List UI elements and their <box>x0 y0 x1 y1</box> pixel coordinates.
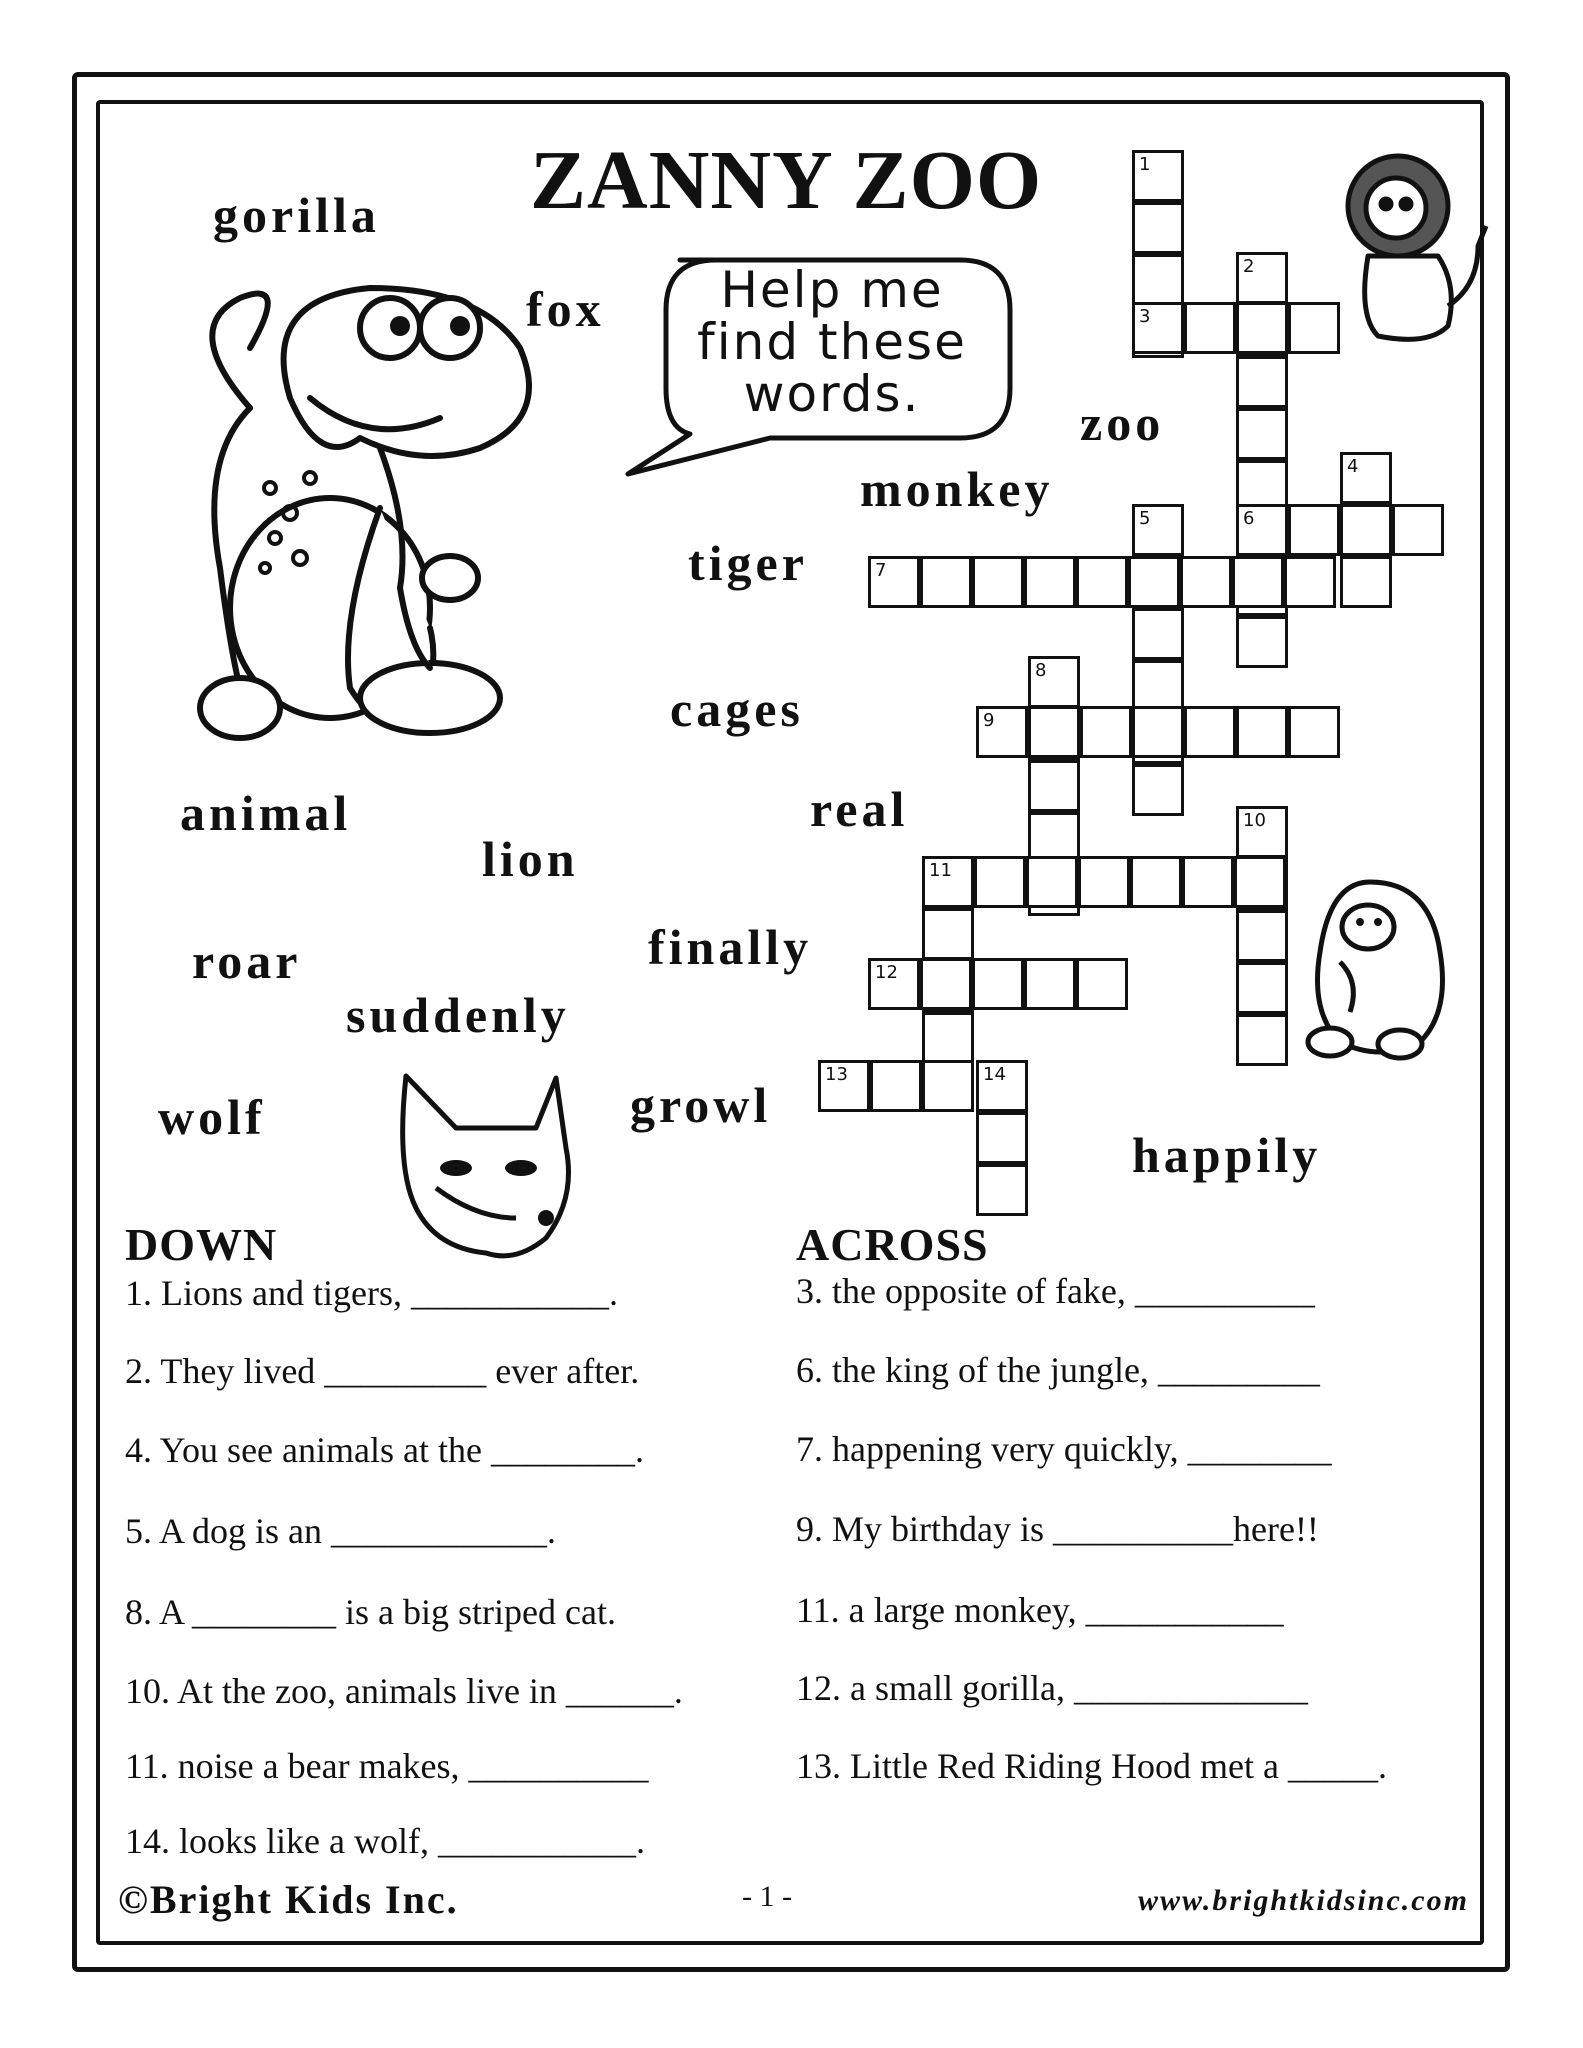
crossword-cell[interactable] <box>1080 706 1132 758</box>
cell-number: 13 <box>825 1064 848 1085</box>
word-zoo: zoo <box>1080 395 1165 451</box>
crossword-cell[interactable] <box>1132 202 1184 254</box>
crossword-cell[interactable] <box>1132 706 1184 758</box>
cell-number: 12 <box>875 962 898 983</box>
website-text: www.brightkidsinc.com <box>1138 1884 1469 1917</box>
word-happily: happily <box>1132 1127 1322 1183</box>
word-real: real <box>810 781 909 837</box>
cell-number: 10 <box>1243 810 1266 831</box>
across-clue-3: 3. the opposite of fake, __________ <box>796 1271 1315 1311</box>
crossword-cell[interactable] <box>868 556 920 608</box>
crossword-cell[interactable] <box>1232 556 1284 608</box>
cell-number: 11 <box>929 860 952 881</box>
cell-number: 4 <box>1347 456 1359 477</box>
crossword-cell[interactable] <box>1182 856 1234 908</box>
crossword-cell[interactable] <box>1236 1014 1288 1066</box>
speech-bubble-text <box>672 261 992 423</box>
crossword-cell[interactable] <box>1128 556 1180 608</box>
crossword-cell[interactable] <box>1076 958 1128 1010</box>
word-cages: cages <box>670 681 804 737</box>
cell-number: 5 <box>1139 508 1151 529</box>
down-clue-1: 1. Lions and tigers, ___________. <box>125 1273 618 1313</box>
worksheet-title: ZANNY ZOO <box>530 134 1043 227</box>
word-animal: animal <box>180 785 352 841</box>
across-clue-9: 9. My birthday is __________here!! <box>796 1509 1319 1549</box>
copyright-text: ©Bright Kids Inc. <box>118 1877 459 1922</box>
crossword-cell[interactable] <box>1236 252 1288 304</box>
crossword-cell[interactable] <box>1236 962 1288 1014</box>
crossword-cell[interactable] <box>976 706 1028 758</box>
speech-line-3: words. <box>743 365 921 423</box>
down-heading: DOWN <box>125 1219 278 1270</box>
crossword-cell[interactable] <box>1024 958 1076 1010</box>
crossword-cell[interactable] <box>1180 556 1232 608</box>
crossword-cell[interactable] <box>1132 504 1184 556</box>
word-finally: finally <box>648 919 813 975</box>
crossword-cell[interactable] <box>1024 556 1076 608</box>
across-clue-6: 6. the king of the jungle, _________ <box>796 1350 1320 1390</box>
crossword-cell[interactable] <box>1236 806 1288 858</box>
down-clue-8: 8. A ________ is a big striped cat. <box>125 1592 616 1632</box>
crossword-cell[interactable] <box>1184 706 1236 758</box>
crossword-cell[interactable] <box>1340 452 1392 504</box>
crossword-cell[interactable] <box>1288 706 1340 758</box>
crossword-cell[interactable] <box>1132 608 1184 660</box>
cell-number: 2 <box>1243 256 1255 277</box>
cell-number: 14 <box>983 1064 1006 1085</box>
crossword-cell[interactable] <box>1028 760 1080 812</box>
crossword-cell[interactable] <box>972 556 1024 608</box>
crossword-cell[interactable] <box>976 1112 1028 1164</box>
across-heading: ACROSS <box>796 1219 989 1270</box>
word-lion: lion <box>482 831 579 887</box>
crossword-cell[interactable] <box>1236 504 1288 556</box>
crossword-cell[interactable] <box>972 958 1024 1010</box>
cell-number: 3 <box>1139 306 1151 327</box>
across-clue-12: 12. a small gorilla, _____________ <box>796 1668 1308 1708</box>
word-wolf: wolf <box>158 1089 266 1145</box>
down-clue-4: 4. You see animals at the ________. <box>125 1430 644 1470</box>
word-growl: growl <box>630 1077 772 1133</box>
down-clue-14: 14. looks like a wolf, ___________. <box>125 1821 645 1861</box>
dinosaur-illustration <box>180 268 580 768</box>
crossword-cell[interactable] <box>920 556 972 608</box>
crossword-cell[interactable] <box>922 908 974 960</box>
crossword-cell[interactable] <box>922 1060 974 1112</box>
page-number: - 1 - <box>742 1880 792 1913</box>
cell-number: 6 <box>1243 508 1255 529</box>
crossword-cell[interactable] <box>1236 706 1288 758</box>
crossword-cell[interactable] <box>922 1012 974 1064</box>
crossword-cell[interactable] <box>1132 764 1184 816</box>
word-monkey: monkey <box>860 461 1054 517</box>
across-clue-7: 7. happening very quickly, ________ <box>796 1429 1332 1469</box>
crossword-cell[interactable] <box>1028 656 1080 708</box>
crossword-cell[interactable] <box>868 958 920 1010</box>
crossword-cell[interactable] <box>920 958 972 1010</box>
crossword-cell[interactable] <box>1236 408 1288 460</box>
crossword-cell[interactable] <box>1288 504 1340 556</box>
crossword-cell[interactable] <box>818 1060 870 1112</box>
crossword-cell[interactable] <box>1130 856 1182 908</box>
crossword-cell[interactable] <box>1132 660 1184 712</box>
crossword-cell[interactable] <box>1340 504 1392 556</box>
cell-number: 9 <box>983 710 995 731</box>
gorilla-illustration <box>1300 872 1460 1062</box>
crossword-cell[interactable] <box>976 1164 1028 1216</box>
lion-illustration <box>1338 136 1494 346</box>
fox-illustration <box>396 1068 596 1268</box>
crossword-cell[interactable] <box>1132 150 1184 202</box>
crossword-cell[interactable] <box>1132 302 1184 354</box>
speech-line-1: Help me <box>720 261 944 319</box>
crossword-cell[interactable] <box>1236 302 1288 354</box>
word-roar: roar <box>192 933 302 989</box>
crossword-cell[interactable] <box>1234 856 1286 908</box>
crossword-cell[interactable] <box>1236 356 1288 408</box>
word-fox: fox <box>526 281 605 337</box>
crossword-cell[interactable] <box>1340 556 1392 608</box>
speech-line-2: find these <box>697 313 967 371</box>
crossword-cell[interactable] <box>1236 910 1288 962</box>
crossword-cell[interactable] <box>1288 302 1340 354</box>
down-clue-10: 10. At the zoo, animals live in ______. <box>125 1671 683 1711</box>
crossword-cell[interactable] <box>1392 504 1444 556</box>
across-clue-11: 11. a large monkey, ___________ <box>796 1590 1284 1630</box>
cell-number: 8 <box>1035 660 1047 681</box>
crossword-cell[interactable] <box>1236 616 1288 668</box>
crossword-cell[interactable] <box>922 856 974 908</box>
cell-number: 7 <box>875 560 887 581</box>
crossword-cell[interactable] <box>1184 302 1236 354</box>
down-clue-11: 11. noise a bear makes, __________ <box>125 1746 649 1786</box>
crossword-cell[interactable] <box>1028 706 1080 758</box>
crossword-cell[interactable] <box>974 856 1026 908</box>
down-clue-2: 2. They lived _________ ever after. <box>125 1351 640 1391</box>
word-suddenly: suddenly <box>346 987 570 1043</box>
crossword-cell[interactable] <box>1132 254 1184 306</box>
across-clue-13: 13. Little Red Riding Hood met a _____. <box>796 1746 1387 1786</box>
cell-number: 1 <box>1139 154 1151 175</box>
down-clue-5: 5. A dog is an ____________. <box>125 1511 557 1551</box>
word-gorilla: gorilla <box>213 187 380 243</box>
crossword-cell[interactable] <box>1078 856 1130 908</box>
crossword-cell[interactable] <box>1076 556 1128 608</box>
word-tiger: tiger <box>688 535 808 591</box>
crossword-cell[interactable] <box>1026 856 1078 908</box>
crossword-cell[interactable] <box>870 1060 922 1112</box>
crossword-cell[interactable] <box>976 1060 1028 1112</box>
crossword-cell[interactable] <box>1284 556 1336 608</box>
